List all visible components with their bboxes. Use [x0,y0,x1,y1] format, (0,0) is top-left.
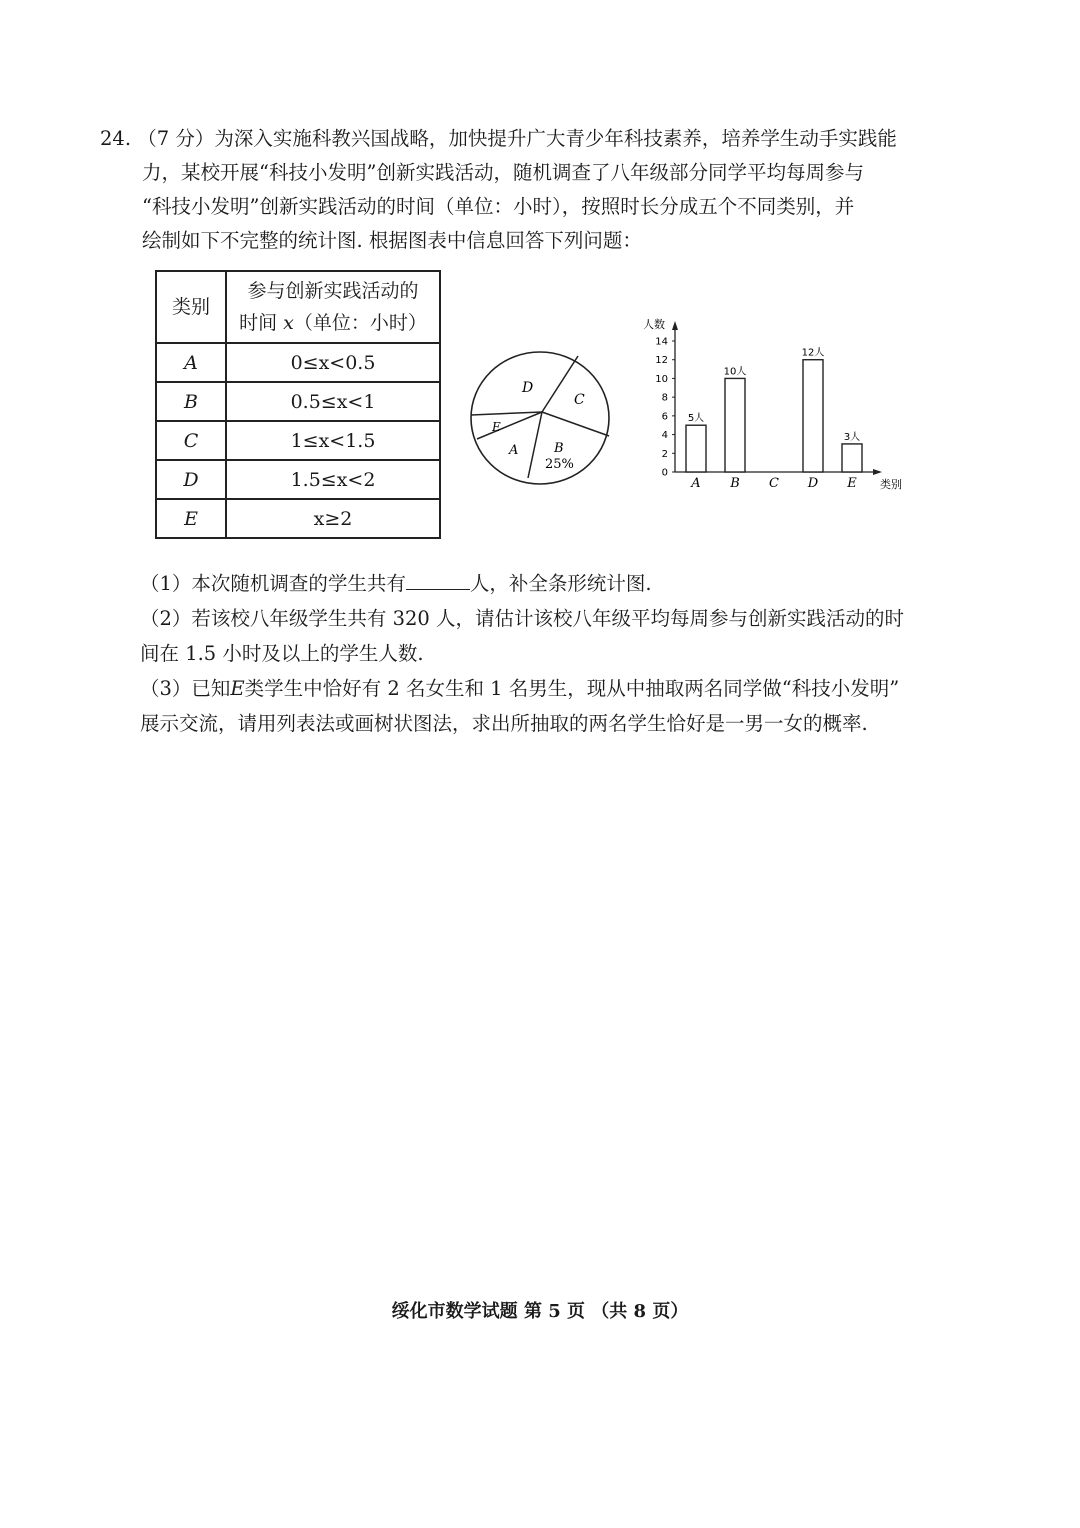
category-table [155,270,441,539]
intro-line-3: “科技小发明”创新实践活动的时间（单位：小时），按照时长分成五个不同类别，并 [142,195,855,218]
header-time-word: 时间 [239,312,278,334]
y-tick-label: 2 [661,448,668,460]
row-category: A [156,343,226,382]
pie-chart [465,350,615,490]
x-tick-label: C [769,476,779,491]
q1-answer-blank[interactable] [406,567,470,590]
x-tick-label: E [847,476,857,491]
row-category: B [156,382,226,421]
intro-line-1: 24. （7 分）为深入实施科教兴国战略，加快提升广大青少年科技素养，培养学生动手实践能 [100,127,897,150]
y-tick-label: 4 [661,430,668,442]
row-range: x≥2 [226,499,440,538]
page-footer: 绥化市数学试题 第 5 页 （共 8 页） [391,1301,689,1322]
intro-line-4: 绘制如下不完整的统计图. 根据图表中信息回答下列问题： [142,229,642,252]
bar-data-label: 12人 [801,347,825,359]
header-time-unit: （单位：小时） [293,312,427,334]
pie-label-a: A [509,443,519,458]
bar-E [842,444,862,472]
pie-divider-ed [471,412,542,415]
bar-data-label: 5人 [687,413,705,425]
pie-label-c: C [574,392,585,408]
pie-divider-cb [542,412,609,436]
y-tick-label: 6 [661,411,668,423]
q3-text-pre: （3）已知 [140,677,231,700]
pie-label-b: B [554,441,564,456]
row-category: C [156,421,226,460]
y-tick-label: 14 [655,336,668,348]
pie-label-d: D [522,380,534,396]
bar-data-label: 10人 [723,366,747,378]
q1-text-pre: （1）本次随机调查的学生共有 [140,572,406,595]
y-tick-label: 10 [655,373,668,385]
x-tick-label: B [730,476,740,491]
y-axis-arrow [672,321,678,330]
q1-text-post: 人，补全条形统计图. [469,572,652,595]
sub-question-2-line2: 间在 1.5 小时及以上的学生人数. [140,642,424,665]
bar-D [803,360,823,472]
bar-layer [643,317,902,491]
pie-label-b-percent: 25% [545,457,574,472]
sub-question-2-line1: （2）若该校八年级学生共有 320 人，请估计该校八年级平均每周参与创新实践活动的时 [140,607,905,630]
bar-B [725,378,745,472]
x-tick-label: D [807,476,819,491]
y-tick-label: 12 [655,355,668,367]
pie-label-e: E [492,420,501,434]
y-tick-label: 0 [661,467,668,479]
q3-text-post: 类学生中恰好有 2 名女生和 1 名男生，现从中抽取两名同学做“科技小发明” [244,677,900,700]
header-time-line1: 参与创新实践活动的 [247,280,419,302]
table-row [156,343,440,382]
table-row [156,499,440,538]
header-category: 类别 [156,271,226,343]
row-range: 1.5≤x<2 [226,460,440,499]
sub-question-3-line1 [140,671,930,706]
row-range: 1≤x<1.5 [226,421,440,460]
header-time [226,271,440,343]
header-time-var: x [283,312,294,334]
bar-A [686,425,706,472]
x-tick-label: A [691,476,701,491]
bar-data-label: 3人 [843,431,861,443]
x-axis-title: 类别 [880,478,902,491]
x-axis-arrow [873,469,882,475]
table-header-row [156,271,440,343]
row-category: D [156,460,226,499]
y-axis-title: 人数 [643,318,665,331]
row-range: 0≤x<0.5 [226,343,440,382]
pie-divider-ba [528,412,542,478]
sub-questions [140,566,930,741]
header-time-line2 [227,307,439,339]
sub-question-3-line2: 展示交流，请用列表法或画树状图法，求出所抽取的两名学生恰好是一男一女的概率. [140,712,868,735]
table-row [156,421,440,460]
row-category: E [156,499,226,538]
pie-divider-dc [542,356,578,412]
table-row [156,382,440,421]
table-row [156,460,440,499]
y-tick-label: 8 [661,392,668,404]
q3-var: E [230,677,245,700]
sub-question-1 [140,566,930,601]
row-range: 0.5≤x<1 [226,382,440,421]
intro-line-2: 力，某校开展“科技小发明”创新实践活动，随机调查了八年级部分同学平均每周参与 [142,161,864,184]
question-24-intro [100,122,930,258]
pie-divider-ae [477,412,542,439]
bar-chart [630,312,910,497]
